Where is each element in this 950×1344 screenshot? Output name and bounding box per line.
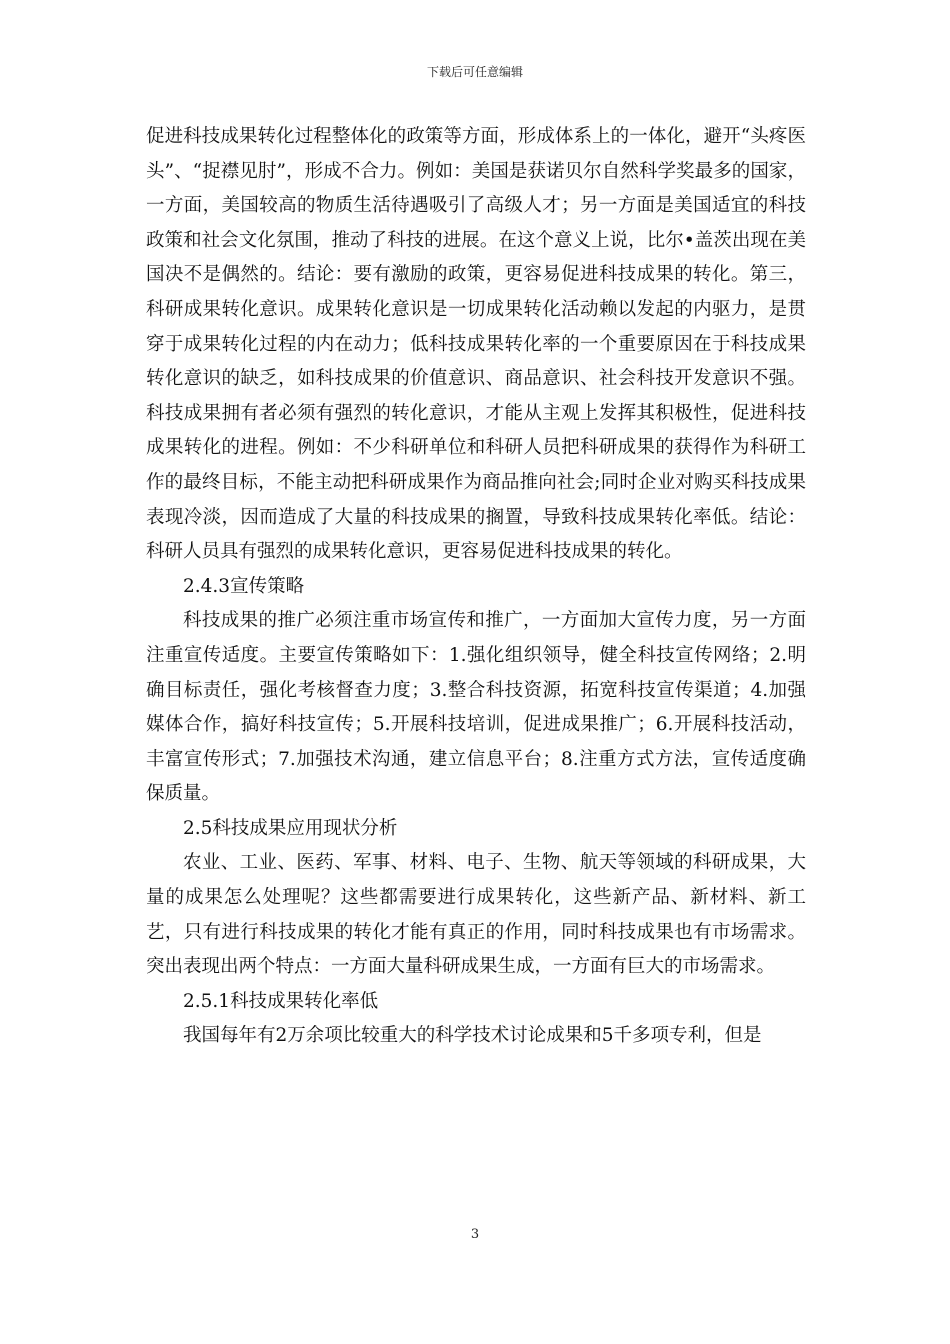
body-paragraph: 科技成果的推广必须注重市场宣传和推广，一方面加大宣传力度，另一方面注重宣传适度。主要宣传策略如下：1.强化组织领导，健全科技宣传网络；2.明确目标责任，强化考核督查力度；3.整合科技资源，拓宽科技宣传渠道；4.加强媒体合作，搞好科技宣传；5.开展科技培训，促进成果推广；6.开展科技活动，丰富宣传形式；7.加强技术沟通，建立信息平台；8.注重方式方法，宣传适度确保质量。 <box>146 610 806 805</box>
body-paragraph: 我国每年有2万余项比较重大的科学技术讨论成果和5千多项专利，但是 <box>183 1025 762 1047</box>
document-body <box>146 120 806 1054</box>
page-number: 3 <box>470 1227 480 1242</box>
section-heading: 2.5科技成果应用现状分析 <box>183 817 398 839</box>
section-heading: 2.5.1科技成果转化率低 <box>183 990 379 1012</box>
section-heading: 2.4.3宣传策略 <box>183 575 305 597</box>
body-paragraph: 促进科技成果转化过程整体化的政策等方面，形成体系上的一体化，避开“头疼医头”、“捉襟见肘”，形成不合力。例如：美国是获诺贝尔自然科学奖最多的国家，一方面，美国较高的物质生活待遇吸引了高级人才；另一方面是美国适宜的科技政策和社会文化氛围，推动了科技的进展。在这个意义上说，比尔•盖茨出现在美国决不是偶然的。结论：要有激励的政策，更容易促进科技成果的转化。第三，科研成果转化意识。成果转化意识是一切成果转化活动赖以发起的内驱力，是贯穿于成果转化过程的内在动力；低科技成果转化率的一个重要原因在于科技成果转化意识的缺乏，如科技成果的价值意识、商品意识、社会科技开发意识不强。科技成果拥有者必须有强烈的转化意识，才能从主观上发挥其积极性，促进科技成果转化的进程。例如：不少科研单位和科研人员把科研成果的获得作为科研工作的最终目标，不能主动把科研成果作为商品推向社会;同时企业对购买科技成果表现冷淡，因而造成了大量的科技成果的搁置，导致科技成果转化率低。结论：科研人员具有强烈的成果转化意识，更容易促进科技成果的转化。 <box>146 126 806 563</box>
body-paragraph: 农业、工业、医药、军事、材料、电子、生物、航天等领域的科研成果，大量的成果怎么处理呢？这些都需要进行成果转化，这些新产品、新材料、新工艺，只有进行科技成果的转化才能有真正的作用，同时科技成果也有市场需求。突出表现出两个特点：一方面大量科研成果生成，一方面有巨大的市场需求。 <box>146 852 806 978</box>
page-header: 下载后可任意编辑 <box>426 65 523 79</box>
